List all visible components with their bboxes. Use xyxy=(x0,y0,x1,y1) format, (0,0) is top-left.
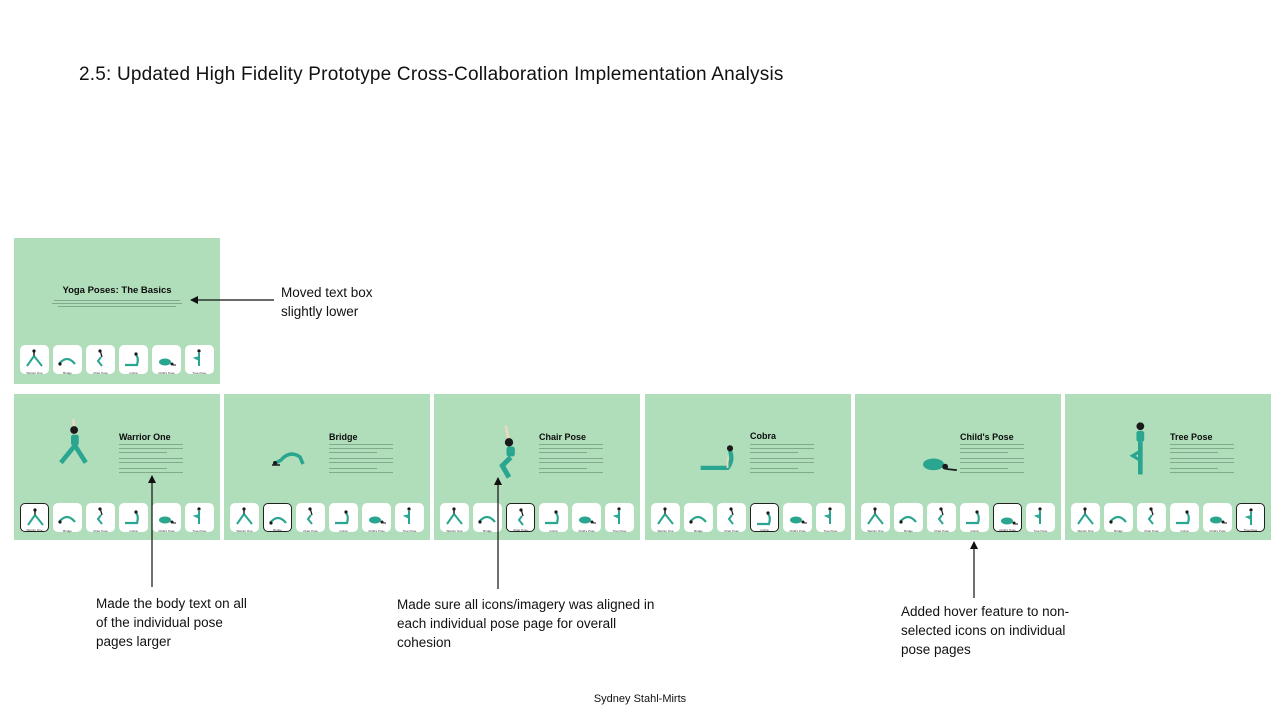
note-body-text: Made the body text on all of the individual pose pages larger xyxy=(96,596,247,649)
warrior-pose-icon-glyph xyxy=(234,506,255,526)
pose-icon-row xyxy=(651,503,845,536)
cobra-pose-icon-glyph xyxy=(123,506,144,526)
warrior-pose-icon[interactable] xyxy=(651,503,680,532)
chair-pose-icon[interactable] xyxy=(86,503,115,532)
chair-pose-icon-glyph xyxy=(511,507,532,527)
tree-pose-icon[interactable] xyxy=(605,503,634,532)
cobra-pose-icon-glyph xyxy=(543,506,564,526)
pose-heading: Tree Pose xyxy=(1170,432,1213,442)
home-frame[interactable] xyxy=(14,238,220,384)
icon-label: Bridge xyxy=(904,529,913,533)
warrior-pose-icon[interactable] xyxy=(1071,503,1100,532)
childs-pose-icon-glyph xyxy=(156,348,177,368)
warrior-pose-icon-glyph xyxy=(24,348,45,368)
tree-pose-icon-glyph xyxy=(1030,506,1051,526)
warrior-pose-icon[interactable] xyxy=(230,503,259,532)
icon-label: Tree Pose xyxy=(402,529,417,533)
bridge-pose-icon-glyph xyxy=(898,506,919,526)
cobra-pose-icon[interactable] xyxy=(539,503,568,532)
icon-label: Tree Pose xyxy=(1243,528,1258,532)
note-hover: Added hover feature to non-selected icons on individual pose pages xyxy=(901,604,1070,657)
cobra-pose-icon-glyph xyxy=(333,506,354,526)
author-footer: Sydney Stahl-Mirts xyxy=(593,693,687,705)
home-icon-row xyxy=(20,345,214,378)
tree-pose-icon[interactable] xyxy=(185,503,214,532)
pose-heading: Warrior One xyxy=(119,432,171,442)
warrior-pose-icon[interactable] xyxy=(440,503,469,532)
childs-pose-icon[interactable] xyxy=(1203,503,1232,532)
chair-pose-icon-glyph xyxy=(1141,506,1162,526)
childs-pose-icon-glyph xyxy=(156,506,177,526)
icon-label: Warrior One xyxy=(26,528,43,532)
cobra-pose-icon-glyph xyxy=(1174,506,1195,526)
bridge-pose-icon-glyph xyxy=(688,506,709,526)
pose-icon-row xyxy=(20,503,214,536)
icon-label: Bridge xyxy=(273,528,282,532)
icon-label: Chair Pose xyxy=(934,529,949,533)
childs-pose-icon[interactable] xyxy=(572,503,601,532)
icon-label: Child's Pose xyxy=(999,528,1016,532)
tree-pose-icon[interactable] xyxy=(1026,503,1055,532)
tree-pose-icon-glyph xyxy=(820,506,841,526)
bridge-frame[interactable] xyxy=(224,394,430,540)
icon-label: Warrior One xyxy=(26,371,43,375)
chair-pose-icon[interactable] xyxy=(86,345,115,374)
bridge-pose-icon[interactable] xyxy=(894,503,923,532)
chair-pose-icon[interactable] xyxy=(927,503,956,532)
icon-label: Child's Pose xyxy=(158,529,175,533)
bridge-pose-icon[interactable] xyxy=(1104,503,1133,532)
chair-pose-frame[interactable] xyxy=(434,394,640,540)
icon-label: Child's Pose xyxy=(578,529,595,533)
icon-label: Tree Pose xyxy=(192,371,207,375)
tree-pose-icon[interactable] xyxy=(185,345,214,374)
icon-label: Cobra xyxy=(760,528,769,532)
warrior-pose-icon-glyph xyxy=(655,506,676,526)
warrior-one-frame[interactable] xyxy=(14,394,220,540)
pose-illustration xyxy=(250,434,326,470)
icon-label: Chair Pose xyxy=(1144,529,1159,533)
childs-pose-icon[interactable] xyxy=(362,503,391,532)
icon-label: Child's Pose xyxy=(368,529,385,533)
tree-pose-frame[interactable] xyxy=(1065,394,1271,540)
tree-pose-icon[interactable] xyxy=(816,503,845,532)
bridge-pose-icon[interactable] xyxy=(684,503,713,532)
icon-label: Cobra xyxy=(129,371,138,375)
chair-pose-icon-glyph xyxy=(721,506,742,526)
cobra-pose-icon[interactable] xyxy=(119,345,148,374)
icon-label: Tree Pose xyxy=(192,529,207,533)
page-title: 2.5: Updated High Fidelity Prototype Cross-Collaboration Implementation Analysis xyxy=(79,64,784,85)
icon-label: Bridge xyxy=(63,529,72,533)
icon-label: Child's Pose xyxy=(789,529,806,533)
warrior-pose-icon[interactable] xyxy=(20,503,49,532)
icon-label: Bridge xyxy=(1114,529,1123,533)
icon-label: Cobra xyxy=(970,529,979,533)
warrior-pose-icon-glyph xyxy=(444,506,465,526)
pose-icon-row xyxy=(1071,503,1265,536)
cobra-frame[interactable] xyxy=(645,394,851,540)
warrior-pose-icon[interactable] xyxy=(861,503,890,532)
icon-label: Chair Pose xyxy=(513,528,528,532)
icon-label: Chair Pose xyxy=(303,529,318,533)
icon-label: Cobra xyxy=(129,529,138,533)
icon-label: Warrior One xyxy=(1077,529,1094,533)
note-moved-text: Moved text box slightly lower xyxy=(281,285,373,319)
icon-label: Warrior One xyxy=(657,529,674,533)
chair-pose-icon[interactable] xyxy=(1137,503,1166,532)
icon-label: Warrior One xyxy=(867,529,884,533)
childs-pose-icon-glyph xyxy=(998,507,1019,527)
tree-pose-icon-glyph xyxy=(189,348,210,368)
cobra-pose-icon[interactable] xyxy=(750,503,779,532)
childs-pose-icon[interactable] xyxy=(993,503,1022,532)
cobra-pose-icon-glyph xyxy=(964,506,985,526)
bridge-pose-icon-glyph xyxy=(1108,506,1129,526)
chair-pose-icon-glyph xyxy=(90,506,111,526)
bridge-pose-icon[interactable] xyxy=(263,503,292,532)
tree-pose-icon[interactable] xyxy=(395,503,424,532)
chair-pose-icon[interactable] xyxy=(717,503,746,532)
icon-label: Chair Pose xyxy=(93,371,108,375)
tree-pose-icon-glyph xyxy=(1241,507,1262,527)
tree-pose-icon-glyph xyxy=(399,506,420,526)
bridge-pose-icon[interactable] xyxy=(53,503,82,532)
pose-icon-row xyxy=(861,503,1055,536)
icon-label: Bridge xyxy=(694,529,703,533)
childs-pose-icon[interactable] xyxy=(152,345,181,374)
warrior-pose-icon[interactable] xyxy=(20,345,49,374)
bridge-pose-icon-glyph xyxy=(57,506,78,526)
icon-label: Child's Pose xyxy=(1209,529,1226,533)
warrior-pose-icon-glyph xyxy=(865,506,886,526)
cobra-pose-icon-glyph xyxy=(123,348,144,368)
bridge-pose-icon-glyph xyxy=(57,348,78,368)
pose-illustration xyxy=(681,430,757,474)
icon-label: Cobra xyxy=(339,529,348,533)
tree-pose-icon-glyph xyxy=(609,506,630,526)
bridge-pose-icon-glyph xyxy=(268,507,289,527)
icon-label: Warrior One xyxy=(446,529,463,533)
pose-illustration xyxy=(1117,410,1173,486)
icon-label: Cobra xyxy=(1180,529,1189,533)
pose-heading: Child's Pose xyxy=(960,432,1014,442)
icon-label: Cobra xyxy=(549,529,558,533)
chair-pose-icon[interactable] xyxy=(296,503,325,532)
note-aligned: Made sure all icons/imagery was aligned in each individual pose page for overall cohesion xyxy=(397,597,655,650)
tree-pose-icon[interactable] xyxy=(1236,503,1265,532)
cobra-pose-icon[interactable] xyxy=(119,503,148,532)
cobra-pose-icon[interactable] xyxy=(329,503,358,532)
home-heading: Yoga Poses: The Basics xyxy=(62,285,172,296)
childs-pose-icon[interactable] xyxy=(152,503,181,532)
icon-label: Tree Pose xyxy=(612,529,627,533)
cobra-pose-icon-glyph xyxy=(755,507,776,527)
icon-label: Chair Pose xyxy=(724,529,739,533)
childs-pose-icon-glyph xyxy=(366,506,387,526)
chair-pose-icon-glyph xyxy=(90,348,111,368)
pose-illustration xyxy=(50,408,106,480)
childs-pose-icon[interactable] xyxy=(783,503,812,532)
warrior-pose-icon-glyph xyxy=(25,507,46,527)
icon-label: Child's Pose xyxy=(158,371,175,375)
chair-pose-icon-glyph xyxy=(300,506,321,526)
warrior-pose-icon-glyph xyxy=(1075,506,1096,526)
chair-pose-icon-glyph xyxy=(931,506,952,526)
bridge-pose-icon[interactable] xyxy=(473,503,502,532)
pose-heading: Cobra xyxy=(750,431,777,441)
pose-heading: Bridge xyxy=(329,432,358,442)
pose-heading: Chair Pose xyxy=(539,432,587,442)
childs-pose-icon-glyph xyxy=(787,506,808,526)
icon-label: Chair Pose xyxy=(93,529,108,533)
chair-pose-icon[interactable] xyxy=(506,503,535,532)
childs-pose-icon-glyph xyxy=(576,506,597,526)
childs-pose-icon-glyph xyxy=(1207,506,1228,526)
cobra-pose-icon[interactable] xyxy=(1170,503,1199,532)
tree-pose-icon-glyph xyxy=(189,506,210,526)
bridge-pose-icon[interactable] xyxy=(53,345,82,374)
pose-icon-row xyxy=(230,503,424,536)
cobra-pose-icon[interactable] xyxy=(960,503,989,532)
pose-illustration xyxy=(484,424,544,484)
icon-label: Warrior One xyxy=(236,529,253,533)
icon-label: Bridge xyxy=(63,371,72,375)
childs-pose-frame[interactable] xyxy=(855,394,1061,540)
pose-icon-row xyxy=(440,503,634,536)
icon-label: Bridge xyxy=(483,529,492,533)
icon-label: Tree Pose xyxy=(1033,529,1048,533)
icon-label: Tree Pose xyxy=(823,529,838,533)
bridge-pose-icon-glyph xyxy=(477,506,498,526)
